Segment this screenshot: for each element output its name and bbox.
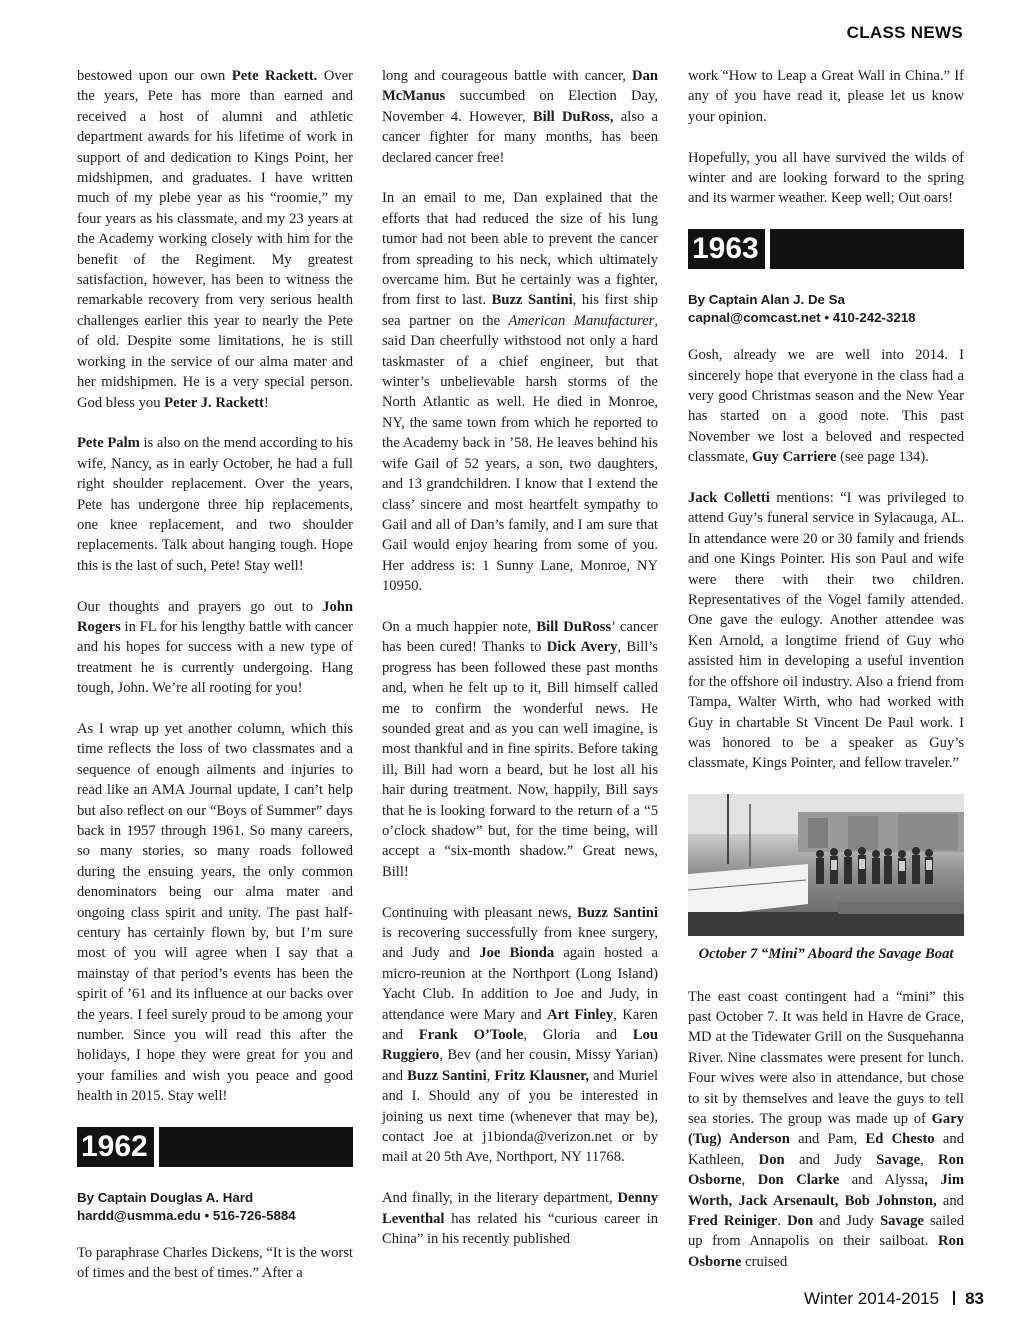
paragraph: Our thoughts and prayers go out to John Rogers in FL for his lengthy battle with cancer and his hopes for success with a new type of treatment he is currently undergoing. Hang tough, John. We’re all rooting for you! — [77, 598, 353, 697]
page-footer — [804, 1289, 984, 1309]
class-year-banner-1963 — [688, 229, 964, 269]
paragraph: The east coast contingent had a “mini” this past October 7. It was held in Havre de Grace, MD at the Tidewater Grill on the Susquehanna River. Nine classmates were present for lunch. Four wives were also in attendance, but chose to sit by themselves and leave the guys to tell sea stories. The group was made up of Gary (Tug) Anderson and Pam, Ed Chesto and Kathleen, Don and Judy Savage, Ron Osborne, Don Clarke and Alyssa, Jim Worth, Jack Arsenault, Bob Johnston, and Fred Reiniger. Don and Judy Savage sailed up from Annapolis on their sailboat. Ron Osborne cruised — [688, 988, 964, 1270]
class-year: 1962 — [77, 1127, 159, 1167]
footer-divider — [953, 1291, 955, 1305]
paragraph: To paraphrase Charles Dickens, “It is the worst of times and the best of times.” After a — [77, 1245, 353, 1282]
paragraph: Gosh, already we are well into 2014. I sincerely hope that everyone in the class had a very good Christmas season and the New Year has started on a good note. This past November we lost a beloved and respected classmate, Guy Carriere (see page 134). — [688, 347, 964, 466]
paragraph: Pete Palm is also on the mend according to his wife, Nancy, as in early October, he had a full right shoulder replacement. Over the years, Pete has undergone three hip replacements, one knee replacement, and two shoulder replacements. Talk about hanging tough. Hope this is the last of such, Pete! Stay well! — [77, 435, 354, 574]
issue-label: Winter 2014-2015 — [803, 1289, 940, 1308]
byline-name: By Captain Alan J. De Sa — [688, 292, 845, 308]
paragraph: bestowed upon our own Pete Rackett. Over the years, Pete has more than earned and received a host of alumni and athletic department awards for his lifetime of work in support of and dedication to Kings Point, her midshipmen, and graduates. I have written much of my plebe year as his “roomie,” my four years as his classmate, and my 23 years at the Academy working closely with him for the benefit of the Regiment. My greatest satisfaction, however, has been to witness the remarkable recovery from very serious health challenges earlier this year to nearly the Pete of old. Despite some limitations, he is still working in the service of our alma mater and her midshipmen. He is a very special person. God bless you Peter J. Rackett! — [77, 68, 354, 411]
paragraph: In an email to me, Dan explained that the efforts that had reduced the size of his lung tumor had not been able to prevent the cancer from spreading to his neck, which ultimately overcame him. But he certainly was a fighter, from first to last. Buzz Santini, his first ship sea partner on the American Manufacturer, said Dan cheerfully withstood not only a hard taskmaster of a chief engineer, but that winter’s unbelievable harsh storms of the North Atlantic as well. He died in Monroe, NY, the same town from which he reported to the Academy back in ’58. He leaves behind his wife Gail of 52 years, a son, two daughters, and 13 grandchildren. I know that I extend the class’ sincere and most heartfelt sympathy to Gail and all of Dan’s family, and I am sure that Gail would enjoy hearing from some of you. Her address is: 1 Sunny Lane, Monroe, NY 10950. — [382, 190, 658, 595]
paragraph: Hopefully, you all have survived the wilds of winter and are looking forward to the spring and its warmer weather. Keep well; Out oars! — [688, 149, 964, 207]
column-1 — [77, 66, 353, 1304]
paragraph: On a much happier note, Bill DuRoss’ cancer has been cured! Thanks to Dick Avery, Bill’s progress has been followed these past months and, when he felt up to it, Bill himself called me to confirm the wonderful news. He sounded great and as you can well imagine, is most thankful and in fine spirits. Before taking ill, Bill had worn a beard, but he lost all his hair during treatment. Now, happily, Bill says that he is looking forward to the return of a “5 o’clock shadow” but, for the time being, will accept a “six-month shadow.” Great news, Bill! — [382, 618, 658, 880]
byline — [77, 1189, 353, 1225]
column-2 — [382, 66, 658, 1270]
paragraph: Jack Colletti mentions: “I was privileged to attend Guy’s funeral service in Sylacauga, AL. In attendance were 20 or 30 family and friends and one Kings Pointer. His son Paul and wife were there with their two children. Representatives of the Vogel family attended. One gave the eulogy. Another attendee was Ken Arnold, a longtime friend of Guy who assisted him in developing a useful invention for the offshore oil industry. Also a friend from Tampa, Walter Wirth, who had worked with Guy in chartable St Vincent De Paul work. I was honored to be a speaker as Guy’s classmate, Kings Pointer, and fellow traveler.” — [688, 490, 964, 772]
section-label: CLASS NEWS — [846, 23, 963, 42]
page-number: 83 — [965, 1289, 984, 1308]
paragraph: long and courageous battle with cancer, Dan McManus succumbed on Election Day, November 4. However, Bill DuRoss, also a cancer fighter for many months, has been declared cancer free! — [382, 68, 658, 166]
paragraph: As I wrap up yet another column, which this time reflects the loss of two classmates and a sequence of enough ailments and injuries to read like an AMA Journal update, I can’t help but also reflect on our “Boys of Summer” days back in 1957 through 1961. So many careers, so many stories, so many roads followed during the ensuing years, the only common denominators being our alma mater and ongoing class spirit and unity. The past half-century has certainly flown by, but I’m sure most of you will agree when I say that a mainstay of that period’s events has been the spirit of ’61 and its influence at our backs over the years. I feel surely proud to be among your number. Since you will read this after the holidays, I hope they were great for you and your families and wish you peace and good health in 2015. Stay well! — [77, 720, 353, 1105]
paragraph: Continuing with pleasant news, Buzz Santini is recovering successfully from knee surgery, and Judy and Joe Bionda again hosted a micro-reunion at the Northport (Long Island) Yacht Club. In addition to Joe and Judy, in attendance were Mary and Art Finley, Karen and Frank O’Toole, Gloria and Lou Ruggiero, Bev (and her cousin, Missy Yarian) and Buzz Santini, Fritz Klausner, and Muriel and I. Should any of you be interested in joining us next time (whenever that may be), contact Joe at j1bionda@verizon.net or by mail at 20 5th Ave, Northport, NY 11768. — [382, 904, 658, 1166]
photo-illustration — [688, 794, 964, 936]
byline-contact: capnal@comcast.net • 410-242-3218 — [688, 310, 916, 326]
paragraph: And finally, in the literary department, Denny Leventhal has related his “curious career in China” in his recently published — [382, 1190, 658, 1248]
class-year-banner-1962 — [77, 1127, 353, 1167]
column-3 — [688, 66, 964, 1293]
class-year: 1963 — [688, 229, 770, 269]
photo-caption: October 7 “Mini” Aboard the Savage Boat — [698, 946, 954, 963]
byline-contact: hardd@usmma.edu • 516-726-5884 — [77, 1208, 296, 1224]
byline — [688, 291, 964, 327]
paragraph: work “How to Leap a Great Wall in China.” If any of you have read it, please let us know your opinion. — [688, 68, 964, 125]
group-photo — [688, 794, 964, 936]
byline-name: By Captain Douglas A. Hard — [77, 1190, 254, 1206]
